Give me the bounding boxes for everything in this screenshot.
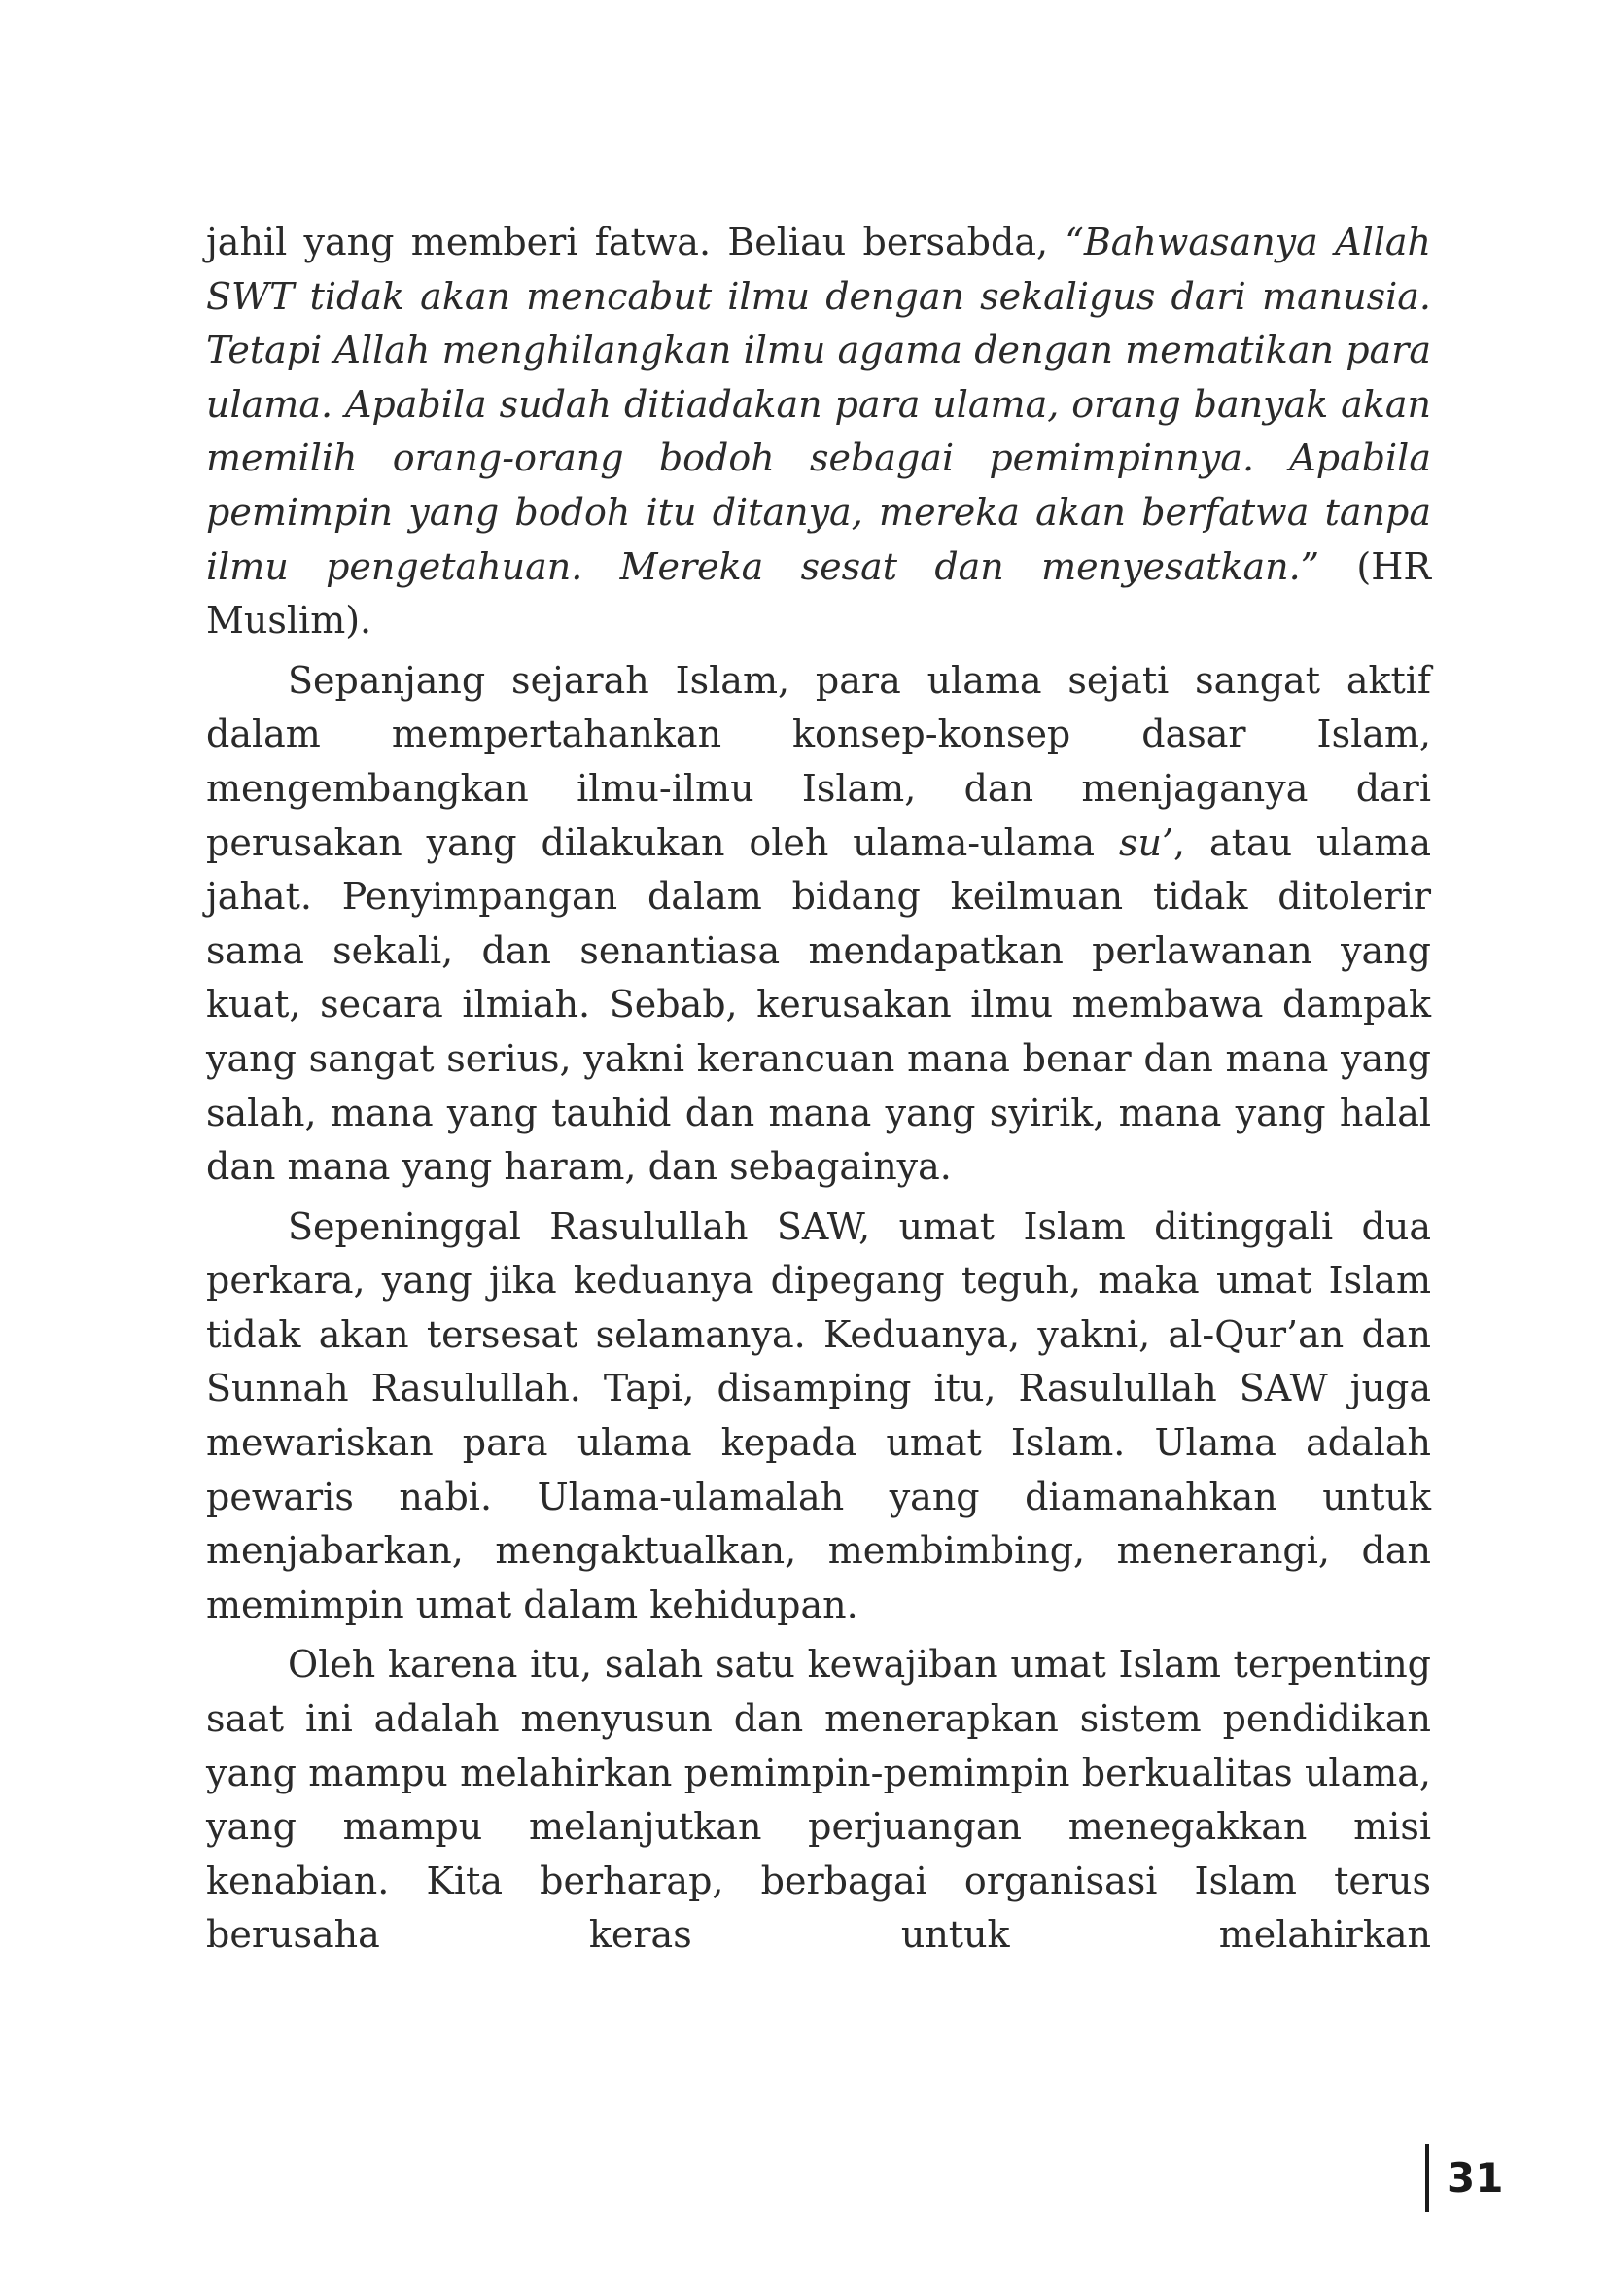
paragraph-2-after: , atau ulama jahat. Penyimpangan dalam bidang keilmuan tidak ditolerir sama sekali, dan senantiasa mendapatkan perlawanan yang kuat, secara ilmiah. Sebab, kerusakan ilmu membawa dampak yang sangat serius, yakni kerancuan mana benar dan mana yang salah, mana yang tauhid dan mana yang syirik, mana yang halal dan mana yang haram, dan sebagainya. [206,820,1431,1189]
hadith-citation: (HR Muslim). [206,544,1431,643]
page-number-rule [1425,2144,1429,2212]
paragraph-1 [206,216,1431,648]
body-text [206,216,1431,1963]
paragraph-2-before: Sepanjang sejarah Islam, para ulama sejati sangat aktif dalam mempertahankan konsep-konsep dasar Islam, mengembangkan ilmu-ilmu Islam, dan menjaganya dari perusakan yang dilakukan oleh ulama-ulama [206,658,1431,864]
term-su: su’ [1118,820,1174,864]
paragraph-4: Oleh karena itu, salah satu kewajiban umat Islam terpenting saat ini adalah menyusun dan menerapkan sistem pendidikan yang mampu melahirkan pemimpin-pemimpin berkualitas ulama, yang mampu melanjutkan perjuangan menegakkan misi kenabian. Kita berharap, berbagai organisasi Islam terus berusaha keras untuk melahirkan [206,1643,1431,1957]
page-footer [1425,2144,1503,2212]
paragraph-3: Sepeninggal Rasulullah SAW, umat Islam ditinggali dua perkara, yang jika keduanya dipegang teguh, maka umat Islam tidak akan tersesat selamanya. Keduanya, yakni, al-Qur’an dan Sunnah Rasulullah. Tapi, disamping itu, Rasulullah SAW juga mewariskan para ulama kepada umat Islam. Ulama adalah pewaris nabi. Ulama-ulamalah yang diamanahkan untuk menjabarkan, mengaktualkan, membimbing, menerangi, dan memimpin umat dalam kehidupan. [206,1204,1431,1626]
paragraph-2 [206,654,1431,1195]
paragraph-1-intro: jahil yang memberi fatwa. Beliau bersabda, [206,221,1066,263]
hadith-quote: “Bahwasanya Allah SWT tidak akan mencabut ilmu dengan sekaligus dari manusia. Tetapi Allah menghilangkan ilmu agama dengan mematikan para ulama. Apabila sudah ditiadakan para ulama, orang banyak akan memilih orang-orang bodoh sebagai pemimpinnya. Apabila pemimpin yang bodoh itu ditanya, mereka akan berfatwa tanpa ilmu pengetahuan. Mereka sesat dan menyesatkan.” [206,221,1432,588]
page-number: 31 [1447,2154,1504,2202]
